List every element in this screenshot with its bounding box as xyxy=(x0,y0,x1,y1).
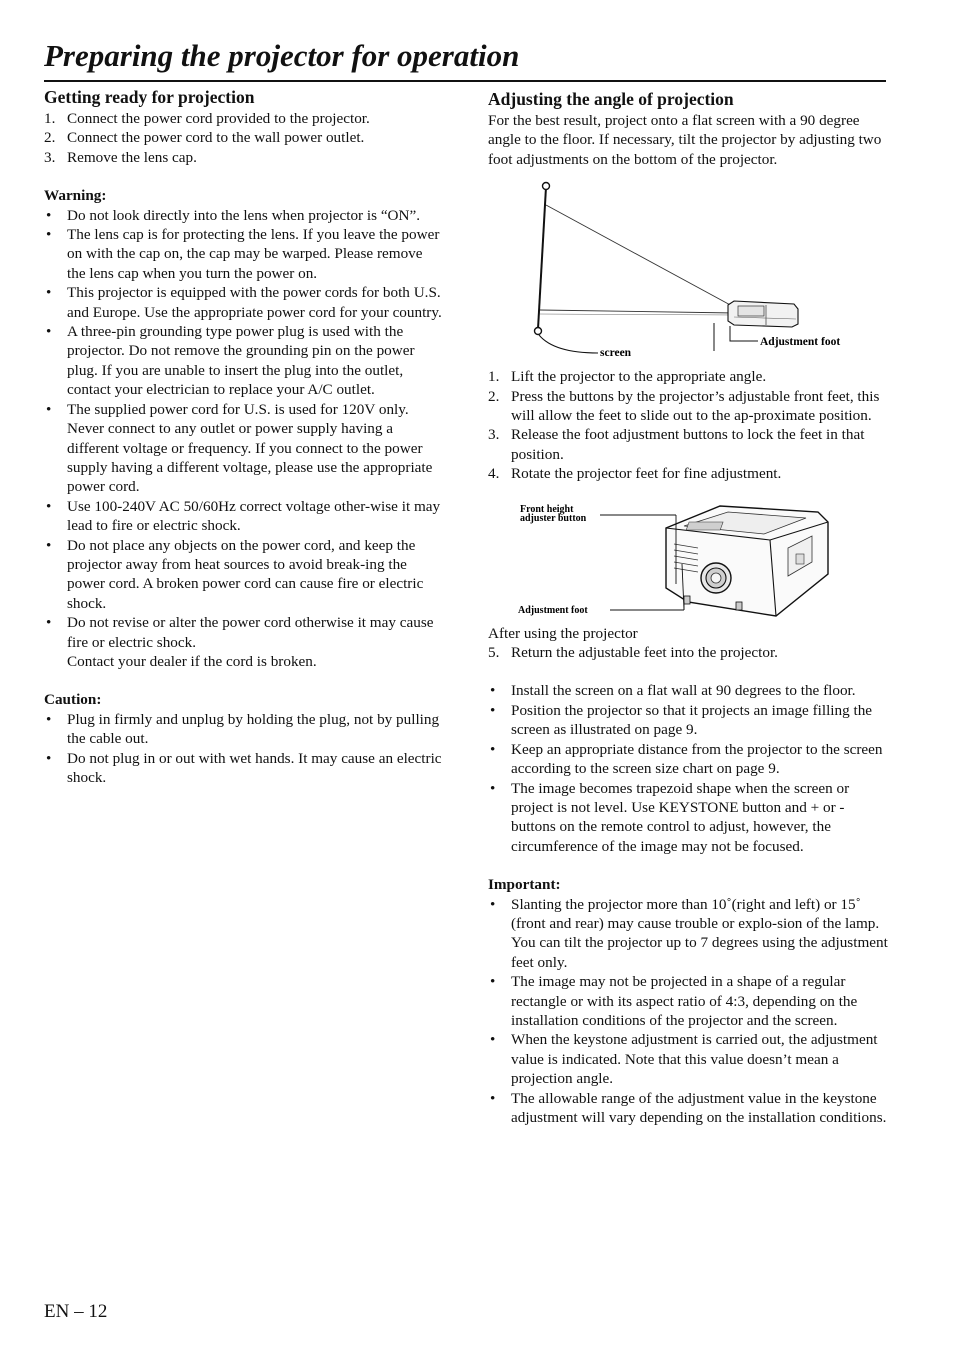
list-item: • The supplied power cord for U.S. is used for 120V only. Never connect to any outlet or power supply having a different voltage or frequency. If you connect to the power supply having a different voltage, please use the appropriate power cord. xyxy=(46,400,433,496)
list-item: • Keep an appropriate distance from the projector to the screen according to the screen size chart on page 9. xyxy=(490,740,883,778)
adjustment-foot-label: Adjustment foot xyxy=(760,336,841,349)
getting-ready-steps xyxy=(44,109,444,167)
list-item: 5. Return the adjustable feet into the projector. xyxy=(488,644,778,662)
adjust-steps xyxy=(488,367,888,483)
list-item: • The image becomes trapezoid shape when the screen or project is not level. Use KEYSTONE button and + or - buttons on the remote control to adjust, however, the circumference of the image may not be focused. xyxy=(490,779,850,855)
projector-feet-figure xyxy=(488,492,888,622)
list-item: • Do not plug in or out with wet hands. It may cause an electric shock. xyxy=(46,749,442,786)
list-item: • The allowable range of the adjustment value in the keystone adjustment will vary depending on the installation conditions. xyxy=(490,1089,887,1126)
list-item: • When the keystone adjustment is carried out, the adjustment value is indicated. Note that this value doesn’t mean a projection angle. xyxy=(490,1031,878,1088)
important-label: Important: xyxy=(488,876,561,894)
contact-dealer-note: Contact your dealer if the cord is broken. xyxy=(67,652,317,670)
list-item: • Plug in firmly and unplug by holding the plug, not by pulling the cable out. xyxy=(46,710,440,748)
caution-list xyxy=(44,710,444,788)
angle-heading: Adjusting the angle of projection xyxy=(488,89,734,109)
front-height-label-line2: adjuster button xyxy=(520,512,587,524)
list-item: 2. Press the buttons by the projector’s adjustable front feet, this will allow the feet to slide out to the ap-proximate position. xyxy=(488,387,880,425)
list-item: • The lens cap is for protecting the lens. If you leave the power on with the cap on, the cap may be warped. Please remove the lens cap when you turn the power on. xyxy=(46,226,440,282)
list-item: 4. Rotate the projector feet for fine adjustment. xyxy=(488,465,782,483)
screen-label: screen xyxy=(600,347,632,358)
list-item: • Use 100-240V AC 50/60Hz correct voltage other-wise it may lead to fire or electric shock. xyxy=(46,497,441,535)
list-item: • A three-pin grounding type power plug is used with the projector. Do not remove the grounding pin on the power plug. If you are unable to insert the plug into the outlet, contact your electrician to replace your A/C outlet. xyxy=(46,323,415,399)
left-column xyxy=(44,87,444,787)
list-item: 1. Lift the projector to the appropriate angle. xyxy=(488,368,767,386)
right-column xyxy=(488,89,888,1127)
caution-label: Caution: xyxy=(44,691,102,709)
list-item: 3. Remove the lens cap. xyxy=(44,148,197,166)
list-item: • Do not revise or alter the power cord otherwise it may cause fire or electric shock. xyxy=(46,614,434,651)
getting-ready-heading: Getting ready for projection xyxy=(44,87,255,107)
adjustment-foot-label-2: Adjustment foot xyxy=(518,604,588,616)
angle-intro: For the best result, project onto a flat screen with a 90 degree angle to the floor. If necessary, tilt the projector by adjusting two foot adjustments on the bottom of the projector. xyxy=(488,112,882,168)
list-item: • Slanting the projector more than 10˚(right and left) or 15˚ (front and rear) may cause trouble or explo-sion of the lamp. You can tilt the projector up to 7 degrees using the adjustment feet only. xyxy=(490,895,888,971)
projection-angle-figure xyxy=(488,177,888,357)
list-item: • Position the projector so that it projects an image filling the screen as illustrated on page 9. xyxy=(490,701,873,739)
page-number: EN – 12 xyxy=(44,1301,108,1322)
list-item: 2. Connect the power cord to the wall power outlet. xyxy=(44,129,365,147)
list-item: • This projector is equipped with the power cords for both U.S. and Europe. Use the appropriate power cord for your country. xyxy=(46,284,442,321)
page-title: Preparing the projector for operation xyxy=(44,38,886,82)
front-height-label-line1: Front height xyxy=(520,503,574,515)
after-use-steps xyxy=(488,643,888,662)
warning-list xyxy=(44,206,444,652)
list-item: 3. Release the foot adjustment buttons to lock the feet in that position. xyxy=(488,426,865,463)
list-item: • The image may not be projected in a shape of a regular rectangle or with its aspect ratio of 4:3, depending on the installation conditions of the projector and the screen. xyxy=(490,973,858,1029)
list-item: • Do not look directly into the lens when projector is “ON”. xyxy=(46,206,421,224)
after-use-label: After using the projector xyxy=(488,624,638,642)
important-list xyxy=(488,895,888,1128)
list-item: • Do not place any objects on the power cord, and keep the projector away from heat sources to avoid break-ing the power cord. A broken power cord can cause fire or electric shock. xyxy=(46,536,424,612)
warning-label: Warning: xyxy=(44,187,107,205)
list-item: • Install the screen on a flat wall at 90 degrees to the floor. xyxy=(490,682,856,700)
list-item: 1. Connect the power cord provided to the projector. xyxy=(44,110,370,127)
installation-tips xyxy=(488,681,888,856)
